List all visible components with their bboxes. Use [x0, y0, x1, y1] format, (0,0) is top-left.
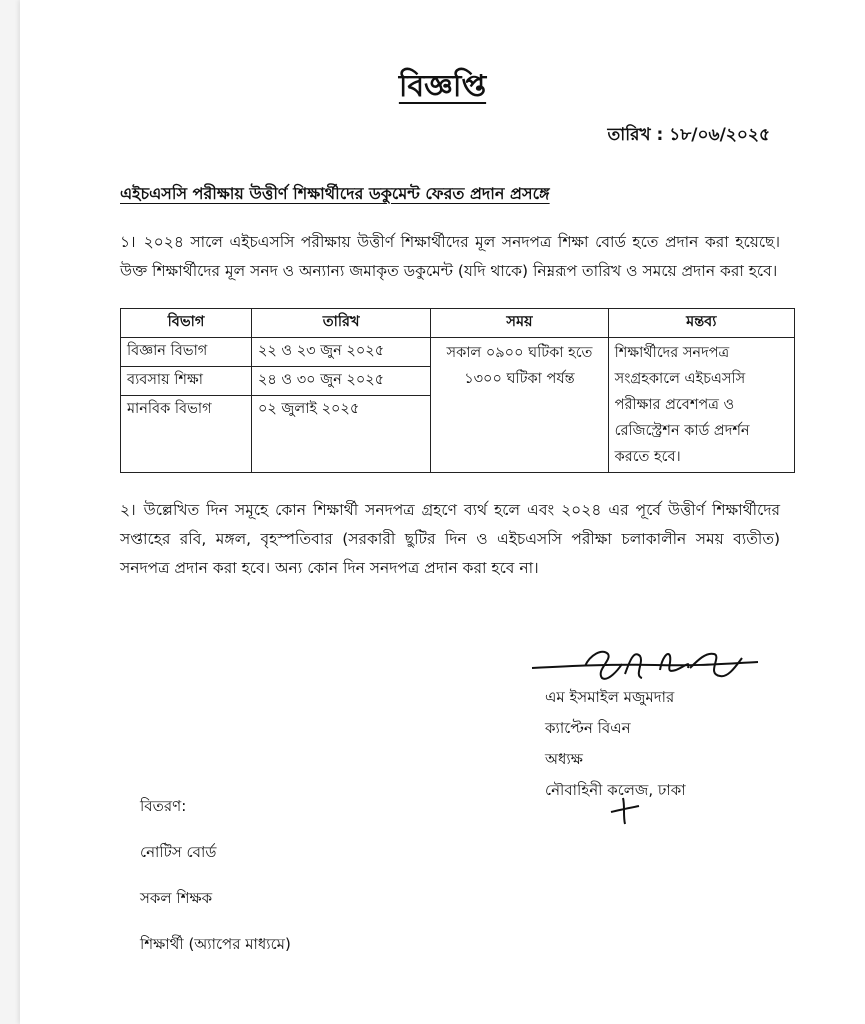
department-cell: ব্যবসায় শিক্ষা — [121, 367, 252, 396]
header-remark: মন্তব্য — [608, 309, 794, 338]
distribution-block — [140, 795, 291, 979]
signatory-institution: নৌবাহিনী কলেজ, ঢাকা — [545, 781, 686, 799]
signatory-rank: ক্যাপ্টেন বিএন — [545, 719, 631, 737]
paragraph-2-text: উল্লেখিত দিন সমূহে কোন শিক্ষার্থী সনদপত্র গ্রহণে ব্যর্থ হলে এবং ২০২৪ এর পূর্বে উত্তীর্ণ শিক্ষার্থীদের সপ্তাহের রবি, মঙ্গল, বৃহস্পতিবার (সরকারী ছুটির দিন ও এইচএসসি পরীক্ষা চলাকালীন সময় ব্যতীত) সনদপত্র প্রদান করা হবে। অন্য কোন দিন সনদপত্র প্রদান করা হবে না। — [120, 501, 780, 577]
department-cell: মানবিক বিভাগ — [121, 396, 252, 473]
initial-mark — [605, 790, 645, 830]
paragraph-1 — [120, 228, 780, 286]
paragraph-1-text: ২০২৪ সালে এইচএসসি পরীক্ষায় উত্তীর্ণ শিক্ষার্থীদের মূল সনদপত্র শিক্ষা বোর্ড হতে প্রদান করা হয়েছে। উক্ত শিক্ষার্থীদের মূল সনদ ও অন্যান্য জমাকৃত ডকুমেন্ট (যদি থাকে) নিম্নরূপ তারিখ ও সময়ে প্রদান করা হবে। — [120, 233, 780, 280]
paragraph-2-number: ২। — [120, 501, 136, 519]
table-header-row — [121, 309, 795, 338]
list-item: সকল শিক্ষক — [140, 889, 213, 907]
paragraph-1-number: ১। — [120, 233, 136, 251]
signatory-name: এম ইসমাইল মজুমদার — [545, 688, 675, 706]
signatory-block — [545, 682, 686, 806]
header-date: তারিখ — [251, 309, 430, 338]
paragraph-2 — [120, 496, 780, 583]
header-department: বিভাগ — [121, 309, 252, 338]
signatory-designation: অধ্যক্ষ — [545, 750, 583, 768]
date-cell: ২২ ও ২৩ জুন ২০২৫ — [251, 338, 430, 367]
time-cell: সকাল ০৯০০ ঘটিকা হতে ১৩০০ ঘটিকা পর্যন্ত — [431, 338, 608, 473]
date-cell: ০২ জুলাই ২০২৫ — [251, 396, 430, 473]
notice-date: তারিখ : ১৮/০৬/২০২৫ — [607, 125, 770, 145]
list-item: শিক্ষার্থী (অ্যাপের মাধ্যমে) — [140, 935, 291, 953]
header-time: সময় — [431, 309, 608, 338]
table-row — [121, 338, 795, 367]
notice-page — [20, 0, 865, 1024]
date-cell: ২৪ ও ৩০ জুন ২০২৫ — [251, 367, 430, 396]
distribution-heading: বিতরণ: — [140, 797, 187, 815]
department-cell: বিজ্ঞান বিভাগ — [121, 338, 252, 367]
notice-subject: এইচএসসি পরীক্ষায় উত্তীর্ণ শিক্ষার্থীদের ডকুমেন্ট ফেরত প্রদান প্রসঙ্গে — [120, 184, 550, 203]
remark-cell: শিক্ষার্থীদের সনদপত্র সংগ্রহকালে এইচএসসি পরীক্ষার প্রবেশপত্র ও রেজিস্ট্রেশন কার্ড প্রদর্শন করতে হবে। — [608, 338, 794, 473]
list-item: নোটিস বোর্ড — [140, 843, 217, 861]
notice-title: বিজ্ঞপ্তি — [398, 69, 487, 104]
schedule-table — [120, 308, 795, 473]
